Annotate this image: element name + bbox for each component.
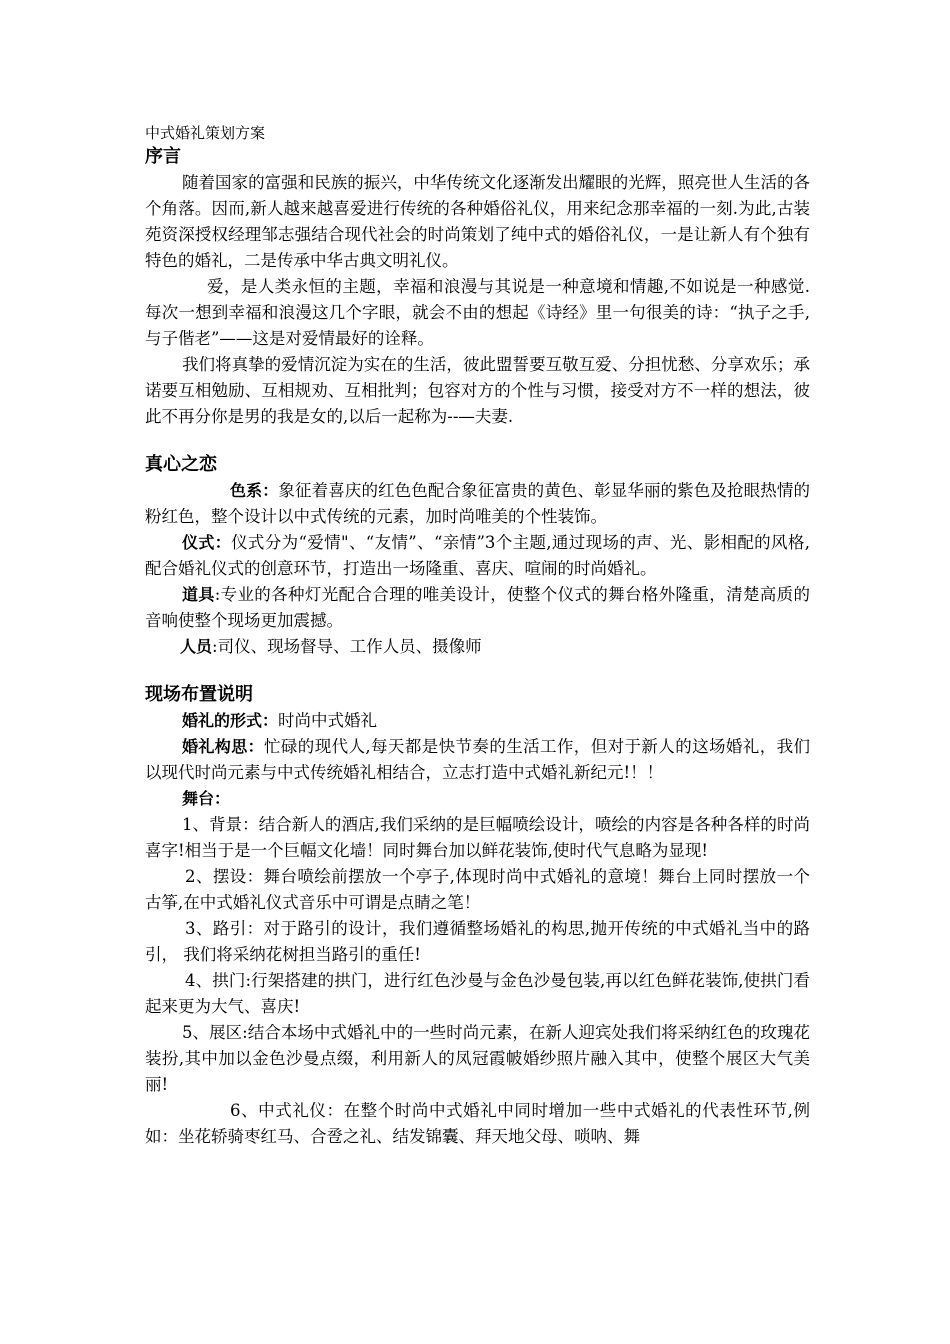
props-label: 道具 [182, 585, 215, 604]
section-heading-venue-layout: 现场布置说明 [145, 684, 253, 705]
stage-item-3: 3、路引：对于路引的设计，我们遵循整场婚礼的构思,抛开传统的中式婚礼当中的路引， 我们将采纳花树担当路引的重任! [145, 919, 810, 964]
ritual-paragraph [145, 530, 810, 582]
section-heading-true-love: 真心之恋 [145, 454, 217, 475]
preface-paragraph-3: 我们将真挚的爱情沉淀为实在的生活，彼此盟誓要互敬互爱、分担忧愁、分享欢乐；承诺要互相勉励、互相规劝、互相批判；包容对方的个性与习惯，接受对方不一样的想法，彼此不再分你是男的我是女的,以后一起称为--—夫妻. [145, 355, 810, 426]
staff-label: 人员 [180, 637, 213, 656]
stage-item-4: 4、拱门:行架搭建的拱门，进行红色沙曼与金色沙曼包装,再以红色鲜花装饰,使拱门看起来更为大气、喜庆! [145, 971, 810, 1016]
color-scheme-label: 色系： [230, 481, 279, 500]
document-page [145, 122, 810, 1150]
wedding-concept-label: 婚礼构思： [182, 737, 264, 756]
spacer [145, 660, 810, 682]
wedding-form-paragraph [145, 708, 810, 734]
wedding-form-text: 时尚中式婚礼 [278, 711, 378, 730]
stage-label: 舞台： [182, 789, 231, 808]
preface-paragraph-1: 随着国家的富强和民族的振兴，中华传统文化逐渐发出耀眼的光辉，照亮世人生活的各个角落。因而,新人越来越喜爱进行传统的各种婚俗礼仪，用来纪念那幸福的一刻.为此,古装苑资深授权经理邹志强结合现代社会的时尚策划了纯中式的婚俗礼仪，一是让新人有个独有特色的婚礼，二是传承中华古典文明礼仪。 [145, 173, 810, 270]
document-title: 中式婚礼策划方案 [145, 124, 266, 142]
staff-text: :司仪、现场督导、工作人员、摄像师 [212, 637, 482, 656]
stage-item-1: 1、背景：结合新人的酒店,我们采纳的是巨幅喷绘设计，喷绘的内容是各种各样的时尚喜字!相当于是一个巨幅文化墙！同时舞台加以鲜花装饰,使时代气息略为显现! [145, 815, 810, 860]
stage-item-5: 5、展区:结合本场中式婚礼中的一些时尚元素，在新人迎宾处我们将采纳红色的玫瑰花装扮,其中加以金色沙曼点缀，利用新人的凤冠霞帔婚纱照片融入其中，使整个展区大气美丽! [145, 1023, 810, 1094]
color-scheme-text: 象征着喜庆的红色色配合象征富贵的黄色、彰显华丽的紫色及抢眼热情的粉红色，整个设计以中式传统的元素，加时尚唯美的个性装饰。 [145, 481, 810, 526]
wedding-form-label: 婚礼的形式： [182, 711, 279, 730]
props-text: :专业的各种灯光配合合理的唯美设计，使整个仪式的舞台格外隆重，清楚高质的音响使整个现场更加震撼。 [145, 585, 810, 630]
wedding-concept-paragraph [145, 734, 810, 786]
stage-item-2: 2、摆设：舞台喷绘前摆放一个亭子,体现时尚中式婚礼的意境！舞台上同时摆放一个古筝,在中式婚礼仪式音乐中可谓是点睛之笔！ [145, 867, 810, 912]
ritual-text: 仪式分为“爱情"、“友情”、“亲情”3个主题,通过现场的声、光、影相配的风格,配合婚礼仪式的创意环节，打造出一场隆重、喜庆、喧闹的时尚婚礼。 [145, 533, 810, 578]
section-heading-preface: 序言 [145, 146, 181, 167]
color-scheme-paragraph [145, 478, 810, 530]
preface-paragraph-2: 爱，是人类永恒的主题，幸福和浪漫与其说是一种意境和情趣,不如说是一种感觉.每次一想到幸福和浪漫这几个字眼，就会不由的想起《诗经》里一句很美的诗：“执子之手,与子偕老”——这是对爱情最好的诠释。 [145, 277, 810, 348]
stage-item-6: 6、中式礼仪：在整个时尚中式婚礼中同时增加一些中式婚礼的代表性环节,例如：坐花轿骑枣红马、合卺之礼、结发锦囊、拜天地父母、唢呐、舞 [145, 1101, 810, 1146]
stage-paragraph [145, 786, 810, 812]
spacer [145, 430, 810, 452]
wedding-concept-text: 忙碌的现代人,每天都是快节奏的生活工作，但对于新人的这场婚礼，我们以现代时尚元素与中式传统婚礼相结合，立志打造中式婚礼新纪元!！！ [145, 737, 810, 782]
staff-paragraph [145, 634, 810, 660]
ritual-label: 仪式： [182, 533, 232, 552]
props-paragraph [145, 582, 810, 634]
